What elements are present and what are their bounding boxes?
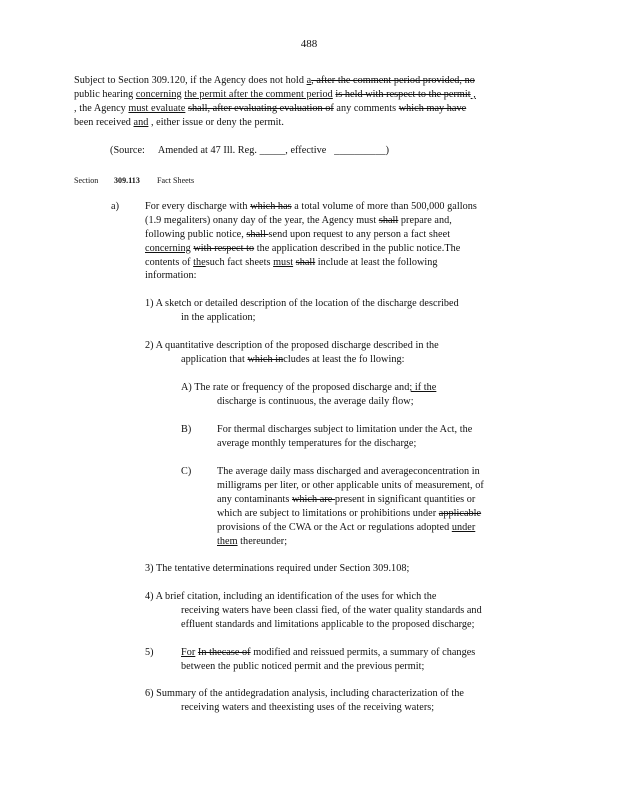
item-5-line-1: For In thecase of modified and reissued permits, a summary of changes (181, 647, 476, 658)
para-a-label: a) (111, 201, 120, 212)
section-title: Fact Sheets (157, 176, 195, 185)
item-5-line-2: between the public noticed permit and the previous permit; (181, 661, 425, 672)
item-2-line-1: 2) A quantitative description of the proposed discharge described in the (145, 340, 439, 351)
item-1-line-1: 1) A sketch or detailed description of the location of the discharge described (145, 298, 459, 309)
item-3: 3) The tentative determinations required under Section 309.108; (145, 563, 410, 574)
para-a-line-3: following public notice, shall send upon request to any person a fact sheet (145, 229, 451, 240)
para-a-line-5: contents of thesuch fact sheets must shall include at least the following (145, 257, 438, 268)
intro-line-3: , the Agency must evaluate shall, after evaluating evaluation of any comments which may have (74, 103, 467, 114)
sub-a-line-1: A) The rate or frequency of the proposed discharge and; if the (181, 382, 437, 393)
sub-c-line-4: which are subject to limitations or prohibitions under applicable (217, 508, 482, 519)
sub-b-line-1: For thermal discharges subject to limitation under the Act, the (217, 424, 473, 435)
sub-c-line-5: provisions of the CWA or the Act or regulations adopted under (217, 522, 476, 533)
sub-b-line-2: average monthly temperatures for the discharge; (217, 438, 417, 449)
page-number: 488 (300, 38, 318, 50)
sub-c-label: C) (181, 466, 192, 477)
para-a-line-6: information: (145, 270, 197, 281)
para-a-line-2: (1.9 megaliters) onany day of the year, the Agency must shall prepare and, (145, 215, 452, 226)
para-a-line-4: concerning with respect to the application described in the public notice.The (145, 243, 461, 254)
item-6-line-2: receiving waters and theexisting uses of the receiving waters; (181, 702, 435, 713)
intro-line-2: public hearing concerning the permit after the comment period is held with respect to the permit , (74, 89, 476, 100)
intro-line-4: been received and , either issue or deny the permit. (74, 117, 284, 128)
item-2-line-2: application that which includes at least the fo llowing: (181, 354, 405, 365)
section-label: Section (74, 176, 99, 185)
item-5-label: 5) (145, 647, 154, 658)
item-4-line-3: effluent standards and limitations applicable to the proposed discharge; (181, 619, 475, 630)
item-4-line-2: receiving waters have been classi fied, of the water quality standards and (181, 605, 482, 616)
sub-c-line-6: them thereunder; (217, 536, 288, 547)
sub-c-line-2: milligrams per liter, or other applicable units of measurement, of (217, 480, 484, 491)
sub-c-line-3: any contaminants which are present in significant quantities or (217, 494, 476, 505)
source-note: (Source: Amended at 47 Ill. Reg. _____, effective __________) (110, 145, 390, 156)
section-number: 309.113 (114, 176, 140, 185)
item-4-line-1: 4) A brief citation, including an identification of the uses for which the (145, 591, 437, 602)
item-1-line-2: in the application; (181, 312, 256, 323)
item-6-line-1: 6) Summary of the antidegradation analysis, including characterization of the (145, 688, 464, 699)
sub-a-line-2: discharge is continuous, the average daily flow; (217, 396, 414, 407)
sub-b-label: B) (181, 424, 192, 435)
sub-c-line-1: The average daily mass discharged and averageconcentration in (217, 466, 480, 477)
intro-line-1: Subject to Section 309.120, if the Agency does not hold a, after the comment period provided, no (74, 75, 475, 86)
para-a-line-1: For every discharge with which has a total volume of more than 500,000 gallons (145, 201, 477, 212)
